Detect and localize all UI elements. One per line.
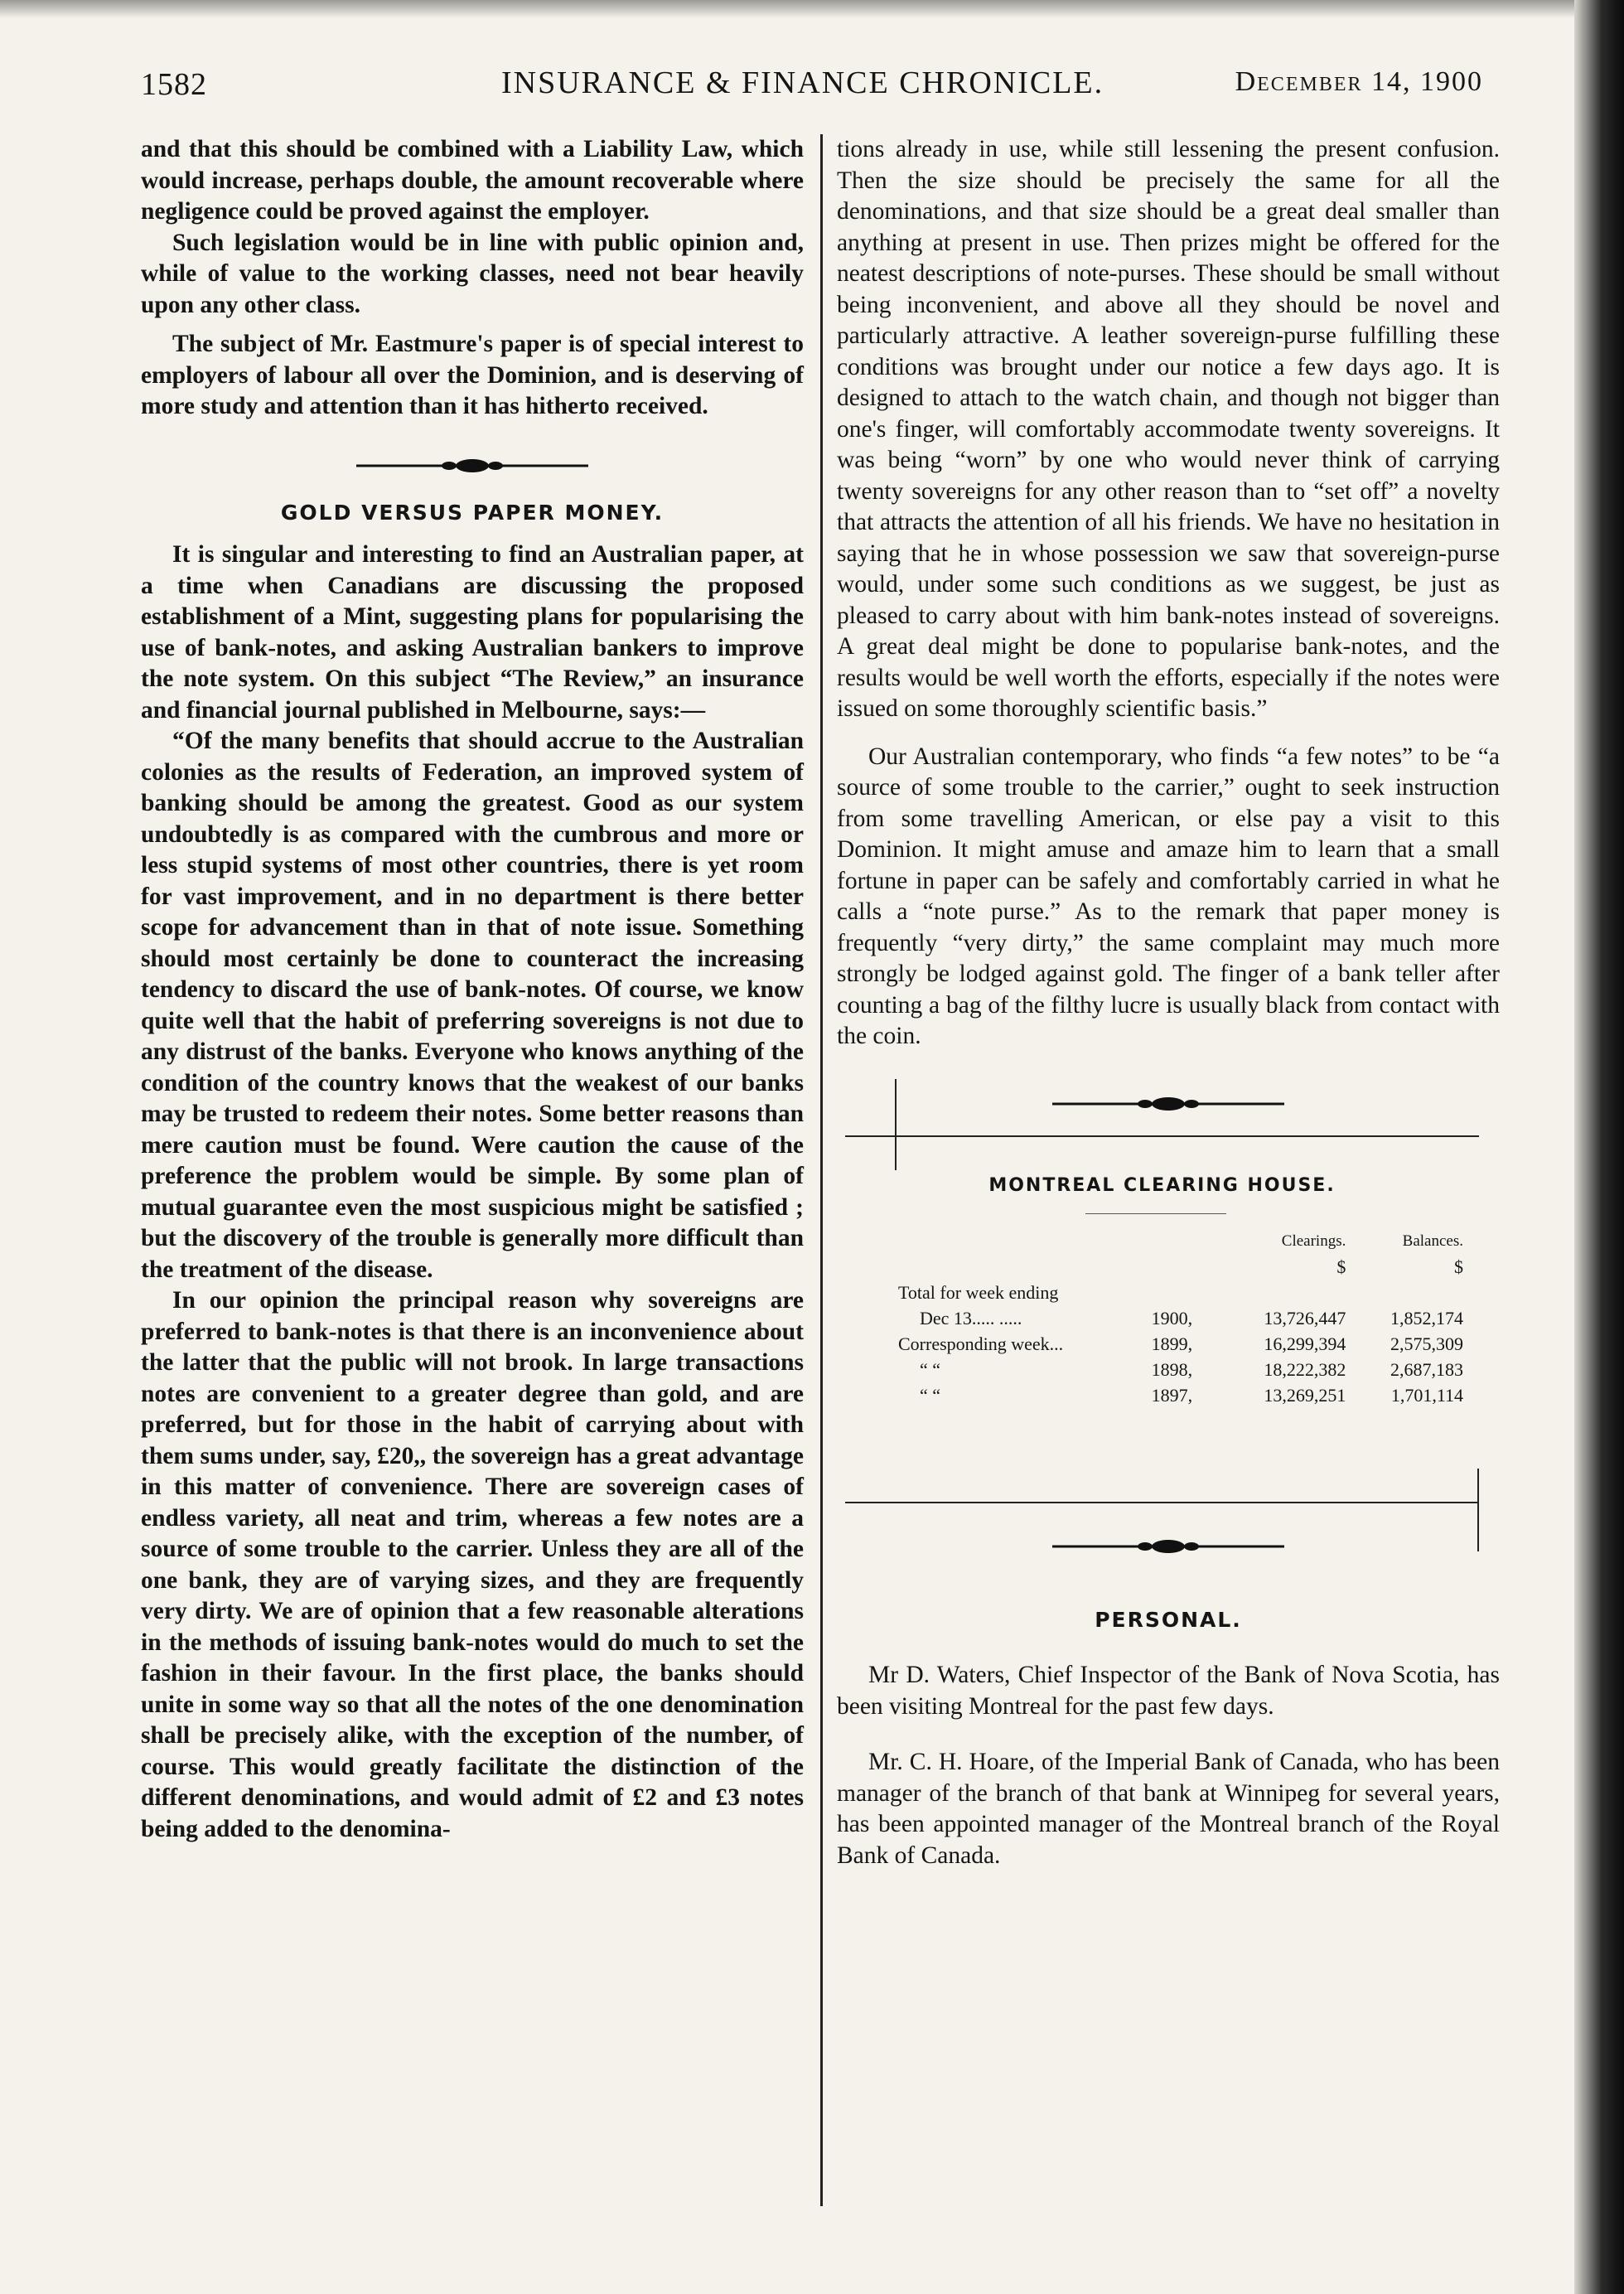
scan-binding-edge bbox=[1574, 0, 1624, 2294]
clearings-header: Clearings. bbox=[1281, 1232, 1346, 1250]
article-paragraph-2: “Of the many benefits that should accrue to the Australian colonies as the results of Federation, an improved system of banking should be among the greatest. Good as our system undoubtedly is as compared with the cumbrous and more or less stupid systems of most other countries, there is yet room for vast improvement, and in no department is there better scope for advancement than in that of note issue. Something should most certainly be done to counteract the increasing tendency to discard the use of bank-notes. Of course, we know quite well that the habit of preferring sovereigns is not due to any distrust of the banks. Everyone who knows anything of the condition of the country knows that the weakest of our banks may be trusted to redeem their notes. Some better reasons than mere caution must be found. Were caution the cause of the preference the problem would be simple. By some plan of mutual guarantee even the most suspicious might be satisfied ; but the discovery of the trouble is generally more difficult than the treatment of the disease. bbox=[141, 728, 804, 1283]
title-rule bbox=[1085, 1213, 1226, 1214]
balances-header: Balances. bbox=[1402, 1232, 1463, 1250]
right-column bbox=[837, 134, 1500, 1871]
column-divider bbox=[820, 134, 823, 2206]
article-paragraph-1: It is singular and interesting to find an Australian paper, at a time when Canadians are discussing the proposed establishment of a Mint, suggesting plans for popularising the use of bank-notes, and asking Australian bankers to improve the note system. On this subject “The Review,” an insurance and financial journal published in Melbourne, says:— bbox=[141, 541, 804, 724]
row-label: “ “ bbox=[920, 1358, 941, 1380]
personal-paragraph-2: Mr. C. H. Hoare, of the Imperial Bank of Canada, who has been manager of the branch of that bank at Winnipeg for several years, has been appointed manager of the Montreal branch of the Royal Bank of Canada. bbox=[837, 1749, 1500, 1869]
continuation-paragraph: tions already in use, while still lessening the present confusion. Then the size should be precisely the same for all the denominations, and that size should be a great deal smaller than anything at present in use. Then prizes might be offered for the neatest descriptions of note-purses. These should be small without being inconvenient, and above all they should be novel and particularly attractive. A leather sovereign-purse fulfilling these conditions was brought under our notice a few days ago. It is designed to attach to the watch chain, and though not bigger than one's finger, will comfortably accommodate twenty sovereigns. It was being “worn” by one who would never think of carrying twenty sovereigns for any other reason than to “set off” a novelty that attracts the attention of all his friends. We have no hesitation in saying that he in whose possession we saw that sovereign-purse would, under some such conditions as we suggest, be just as pleased to carry about with him bank-notes instead of sovereigns. A great deal might be done to popularise bank-notes, and the results would be well worth the efforts, especially if the notes were issued on some thoroughly scientific basis.” bbox=[837, 136, 1500, 722]
row-clearings: 16,299,394 bbox=[1264, 1333, 1346, 1354]
row-label: Corresponding week... bbox=[898, 1333, 1064, 1354]
box-right-rule bbox=[1477, 1469, 1479, 1551]
ornament-divider-3 bbox=[1052, 1537, 1284, 1556]
row-year: 1900, bbox=[1151, 1307, 1193, 1328]
row-year: 1897, bbox=[1151, 1384, 1193, 1406]
row-label: “ “ bbox=[920, 1384, 941, 1406]
clearing-house-table bbox=[895, 1228, 1467, 1408]
article-title: GOLD VERSUS PAPER MONEY. bbox=[280, 500, 665, 525]
row-year: 1898, bbox=[1151, 1358, 1193, 1380]
page-header bbox=[141, 60, 1483, 109]
total-label: Total for week ending bbox=[898, 1281, 1059, 1303]
clearing-house-box bbox=[845, 1135, 1479, 1503]
issue-date: December 14, 1900 bbox=[1235, 66, 1483, 97]
personal-section-title: PERSONAL. bbox=[1095, 1607, 1242, 1632]
journal-title: INSURANCE & FINANCE CHRONICLE. bbox=[501, 65, 1104, 100]
scan-top-edge bbox=[0, 0, 1624, 18]
intro-paragraph-2: Such legislation would be in line with public opinion and, while of value to the working classes, need not bear heavily upon any other class. bbox=[141, 229, 804, 318]
clearing-house-title: MONTREAL CLEARING HOUSE. bbox=[988, 1174, 1336, 1196]
box-left-rule bbox=[895, 1079, 897, 1170]
article-paragraph-3: In our opinion the principal reason why sovereigns are preferred to bank-notes is that there is an inconvenience about the latter that the public will not brook. In large transactions notes are convenient to a greater degree than gold, and are preferred, but for those in the habit of carrying about with them sums under, say, £20,, the sovereign has a great advantage in this matter of convenience. There are sovereign cases of endless variety, all neat and trim, whereas a few notes are a source of some trouble to the carrier. Unless they are all of the one bank, they are of varying sizes, and they are frequently very dirty. We are of opinion that a few reasonable alterations in the methods of issuing bank-notes would do much to set the fashion in their favour. In the first place, the banks should unite in some way so that all the notes of the one denomination shall be precisely alike, with the exception of the number, of course. This would greatly facilitate the distinction of the different denominations, and would admit of £2 and £3 notes being added to the denomina- bbox=[141, 1287, 804, 1842]
total-label-row bbox=[895, 1280, 1467, 1305]
currency-row bbox=[895, 1254, 1467, 1280]
row-balances: 2,575,309 bbox=[1390, 1333, 1463, 1354]
intro-paragraph-1: and that this should be combined with a Liability Law, which would increase, perhaps double, the amount recoverable where negligence could be proved against the employer. bbox=[141, 136, 804, 225]
row-balances: 1,701,114 bbox=[1390, 1384, 1463, 1406]
row-year: 1899, bbox=[1151, 1333, 1193, 1354]
table-row bbox=[895, 1331, 1467, 1357]
comment-paragraph: Our Australian contemporary, who finds “a few notes” to be “a source of some trouble to the carrier,” ought to seek instruction from some travelling American, or else pay a visit to this Dominion. It might amuse and amaze him to learn that a small fortune in paper can be safely and comfortably carried in what he calls a “note purse.” As to the remark that paper money is frequently “very dirty,” the same complaint may much more strongly be lodged against gold. The finger of a bank teller after counting a bag of the filthy lucre is usually black from contact with the coin. bbox=[837, 743, 1500, 1049]
row-clearings: 13,726,447 bbox=[1264, 1307, 1346, 1328]
table-row bbox=[895, 1382, 1467, 1408]
table-row bbox=[895, 1357, 1467, 1382]
intro-paragraph-3: The subject of Mr. Eastmure's paper is of special interest to employers of labour all over the Dominion, and is deserving of more study and attention than it has hitherto received. bbox=[141, 331, 804, 419]
table-row bbox=[895, 1305, 1467, 1331]
ornament-divider-2 bbox=[1052, 1094, 1284, 1114]
row-clearings: 13,269,251 bbox=[1264, 1384, 1346, 1406]
row-label: Dec 13..... ..... bbox=[920, 1307, 1022, 1328]
personal-paragraph-1: Mr D. Waters, Chief Inspector of the Bank of Nova Scotia, has been visiting Montreal for the past few days. bbox=[837, 1662, 1500, 1720]
row-balances: 1,852,174 bbox=[1390, 1307, 1463, 1328]
row-balances: 2,687,183 bbox=[1390, 1358, 1463, 1380]
row-clearings: 18,222,382 bbox=[1264, 1358, 1346, 1380]
currency-symbol: $ bbox=[1454, 1256, 1463, 1277]
left-column bbox=[141, 134, 804, 1845]
page-number: 1582 bbox=[141, 67, 207, 102]
ornament-divider bbox=[356, 456, 588, 476]
currency-symbol: $ bbox=[1336, 1256, 1346, 1277]
table-header-row bbox=[895, 1228, 1467, 1254]
